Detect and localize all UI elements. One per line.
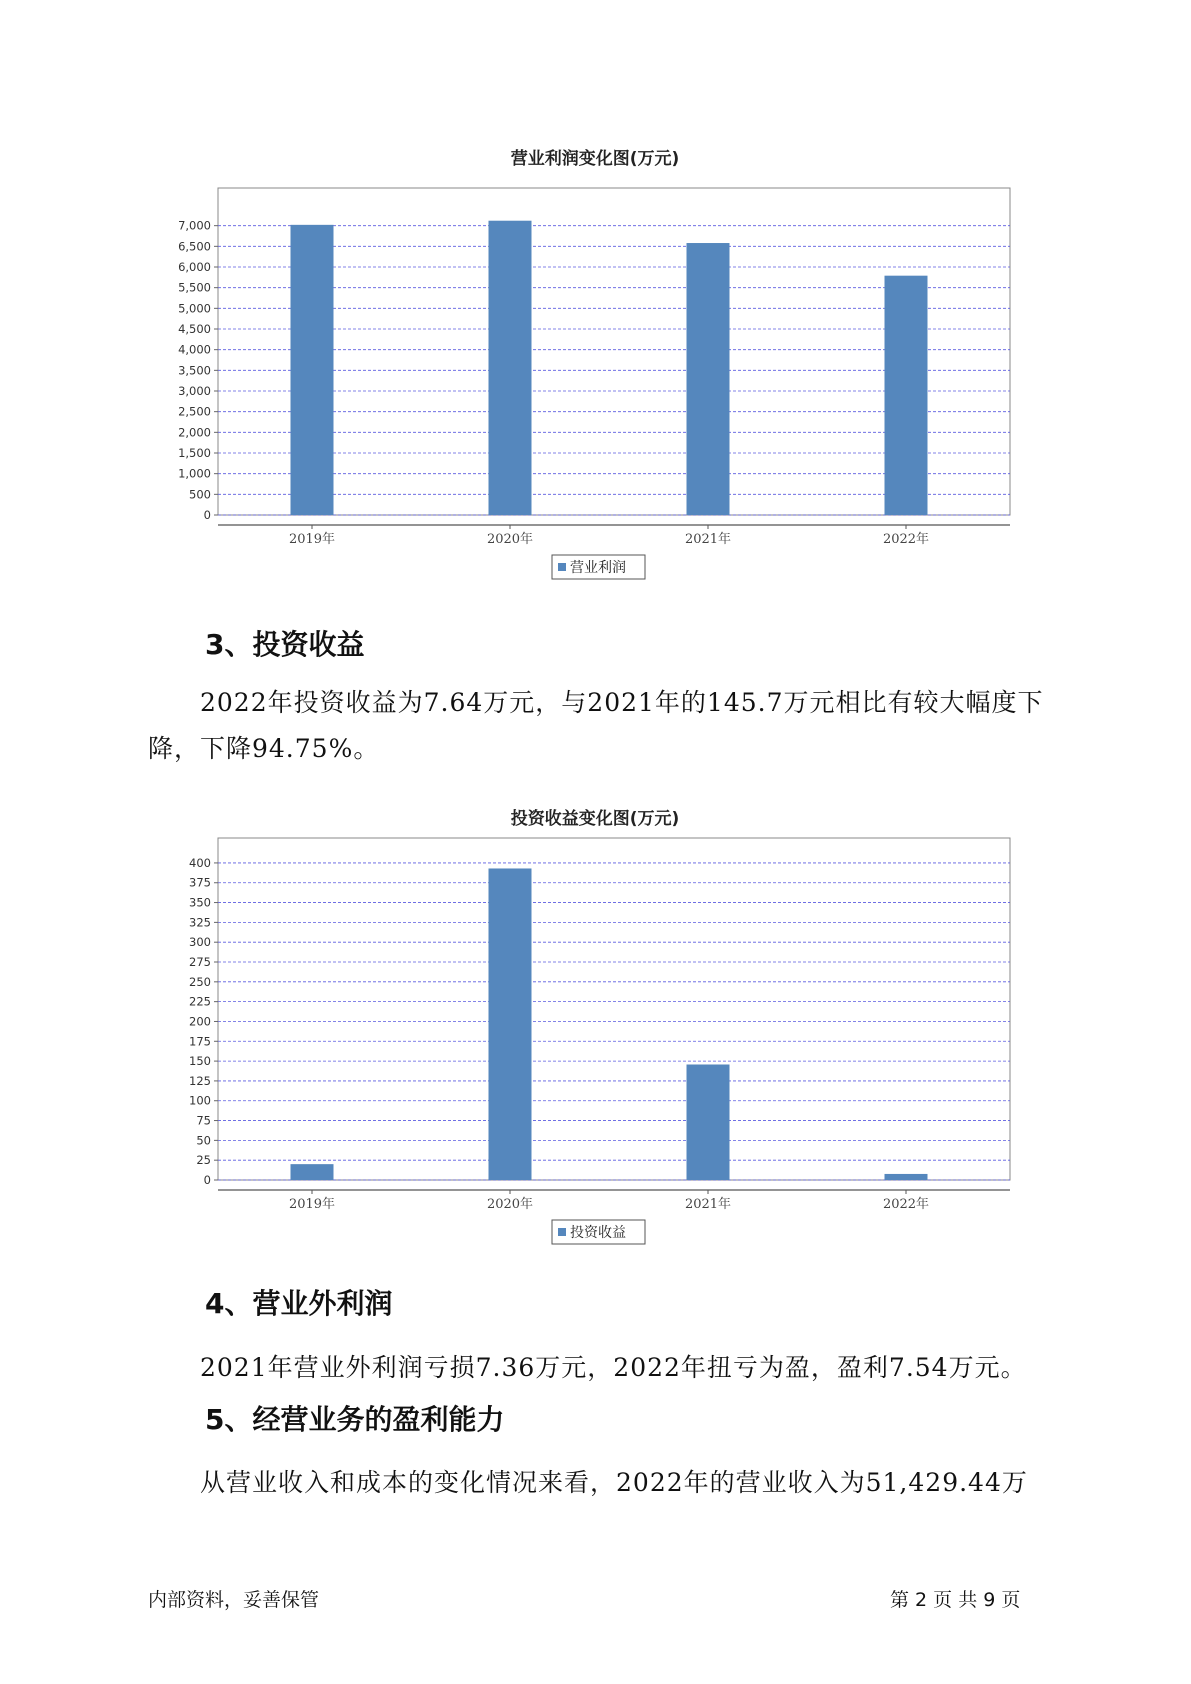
op-ytick-label: 2,000 [178,425,211,440]
op-bar-2022年 [885,276,928,515]
footer-page-number: 第 2 页 共 9 页 [890,1589,1021,1611]
op-ytick-label: 5,000 [178,301,211,316]
op-ytick-label: 6,000 [178,260,211,274]
inv-ytick-label: 50 [196,1133,211,1148]
operating-profit-chart-svg [0,135,1191,585]
section-3-paragraph [148,680,1060,772]
op-xtick-label: 2020年 [486,532,534,547]
inv-bar-2022年 [885,1174,928,1180]
section-5-text: 从营业收入和成本的变化情况来看，2022年的营业收入为51,429.44万 [200,1468,1028,1497]
inv-xtick-label: 2020年 [486,1197,534,1212]
inv-ytick-label: 150 [189,1054,211,1069]
inv-ytick-label: 325 [189,915,211,930]
inv-ytick-label: 350 [189,895,211,910]
op-bar-2019年 [291,225,334,515]
inv-ytick-label: 275 [189,955,211,970]
inv-ytick-label: 375 [189,875,211,890]
inv-bar-2019年 [291,1164,334,1180]
inv-xtick-label: 2022年 [882,1197,930,1212]
op-ytick-label: 2,500 [178,404,211,419]
op-ytick-label: 3,000 [178,384,211,398]
inv-ytick-label: 250 [189,974,211,989]
inv-ytick-label: 200 [189,1014,211,1029]
inv-ytick-label: 175 [189,1034,211,1049]
inv-bar-2020年 [489,868,532,1180]
inv-ytick-label: 400 [189,855,211,870]
section-3-text: 2022年投资收益为7.64万元，与2021年的145.7万元相比有较大幅度下降，下降94.75%。 [148,688,1044,763]
section-4-heading: 4、营业外利润 [205,1287,393,1320]
op-ytick-label: 4,500 [178,322,211,336]
inv-bar-2021年 [687,1065,730,1180]
inv-legend-swatch [558,1228,566,1236]
inv-xtick-label: 2021年 [684,1197,732,1212]
inv-ytick-label: 100 [189,1093,211,1108]
op-ytick-label: 7,000 [178,218,211,233]
inv-ytick-label: 125 [189,1073,211,1088]
op-ytick-label: 6,500 [178,239,211,254]
section-3-heading: 3、投资收益 [205,628,365,661]
inv-xtick-label: 2019年 [288,1197,336,1212]
op-xtick-label: 2022年 [882,532,930,547]
op-chart-title: 营业利润变化图(万元) [510,149,680,169]
op-ytick-label: 1,500 [178,446,211,460]
op-ytick-label: 1,000 [178,466,211,481]
section-5-paragraph [148,1460,1060,1506]
inv-ytick-label: 300 [189,935,211,950]
inv-ytick-label: 25 [196,1153,211,1168]
operating-profit-chart [0,135,1191,585]
inv-chart-title: 投资收益变化图(万元) [510,809,680,829]
op-ytick-label: 500 [189,487,211,502]
op-bar-2021年 [687,243,730,515]
inv-legend-label: 投资收益 [570,1225,626,1241]
investment-income-chart [0,795,1191,1245]
inv-ytick-label: 225 [189,994,211,1009]
op-ytick-label: 3,500 [178,363,211,378]
section-4-paragraph [148,1345,1060,1391]
section-4-text: 2021年营业外利润亏损7.36万元，2022年扭亏为盈，盈利7.54万元。 [200,1353,1027,1382]
section-5-heading: 5、经营业务的盈利能力 [205,1403,505,1436]
op-xtick-label: 2019年 [288,532,336,547]
inv-ytick-label: 75 [196,1113,211,1128]
footer-confidential-note: 内部资料，妥善保管 [148,1589,320,1611]
inv-plot-frame [218,838,1010,1180]
inv-ytick-label: 0 [203,1173,211,1187]
op-legend-swatch [558,563,566,571]
op-ytick-label: 5,500 [178,280,211,295]
op-ytick-label: 4,000 [178,342,211,357]
op-xtick-label: 2021年 [684,532,732,547]
op-ytick-label: 0 [203,508,211,522]
investment-income-chart-svg [0,795,1191,1245]
op-legend-label: 营业利润 [570,560,626,576]
op-bar-2020年 [489,221,532,515]
